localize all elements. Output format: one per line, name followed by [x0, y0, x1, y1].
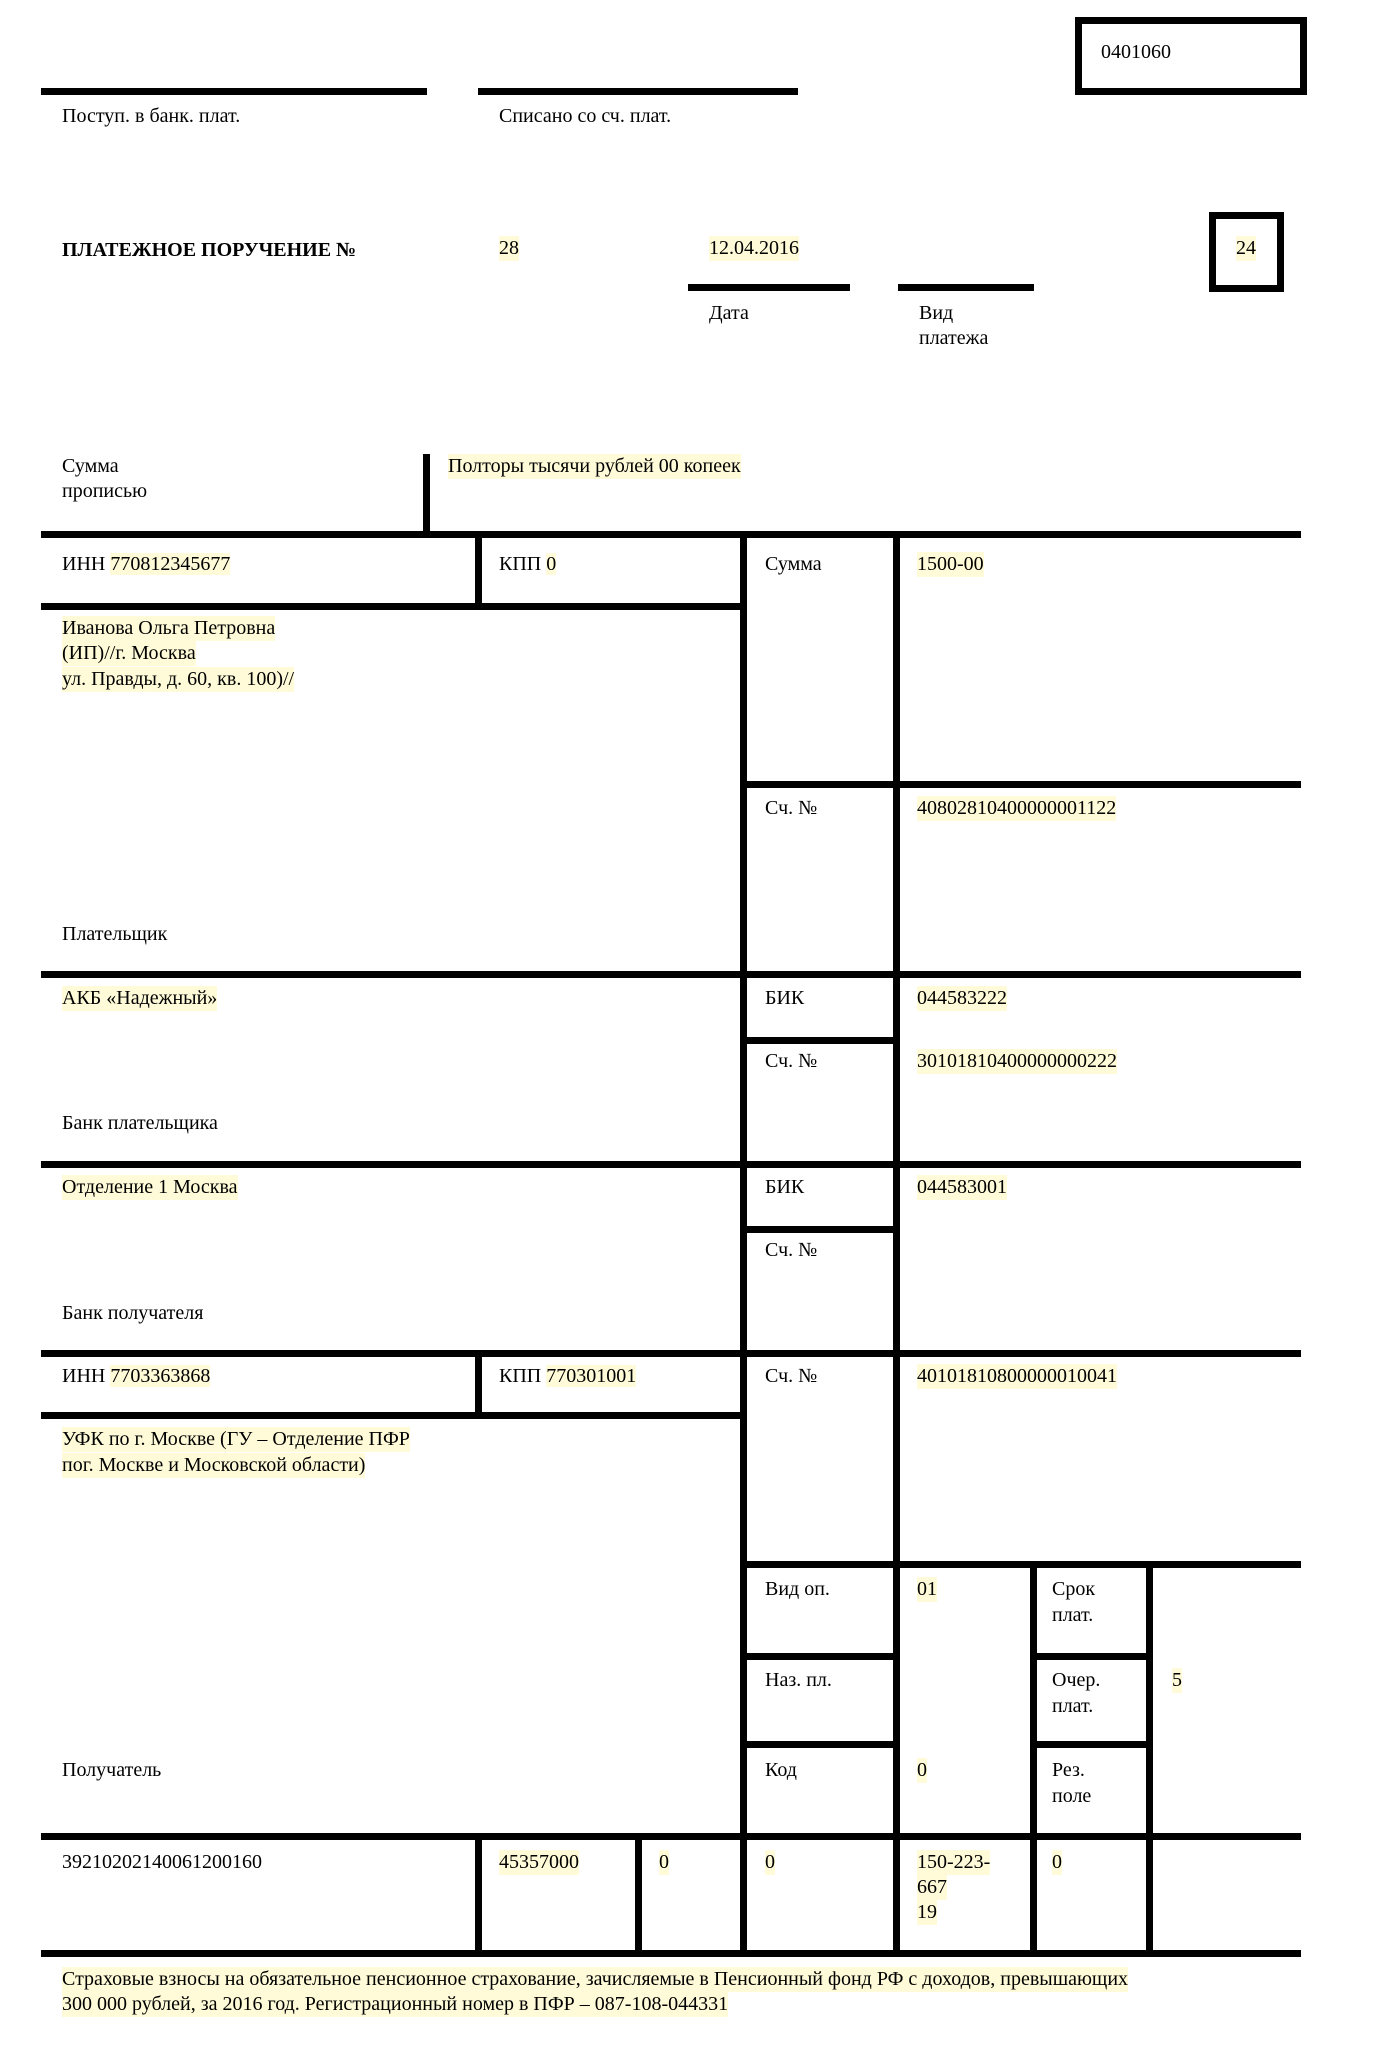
grid-line-payer-bik-bottom	[743, 1037, 900, 1044]
grid-line-optype-bottom-right	[1030, 1653, 1153, 1660]
term-label-2: плат.	[1052, 1604, 1094, 1626]
payer-label: Плательщик	[62, 923, 168, 945]
period-value[interactable]: 0	[765, 1851, 775, 1873]
payer-name-line-1[interactable]: Иванова Ольга Петровна	[62, 617, 276, 639]
kbk-value[interactable]: 39210202140061200160	[62, 1851, 262, 1873]
code-value[interactable]: 0	[917, 1759, 927, 1781]
document-title: ПЛАТЕЖНОЕ ПОРУЧЕНИЕ №	[62, 239, 357, 261]
recipient-inn-value[interactable]: 7703363868	[110, 1365, 211, 1387]
recipient-bank-bik-label: БИК	[765, 1176, 805, 1198]
grid-line-optype-bottom-left	[743, 1653, 900, 1660]
payer-bank-account-label: Сч. №	[765, 1050, 818, 1072]
document-number[interactable]: 28	[499, 237, 519, 259]
payment-type-line	[898, 284, 1034, 291]
grid-line-recipient-bik-bottom	[743, 1226, 900, 1233]
form-code: 0401060	[1101, 41, 1171, 63]
payer-inn-value[interactable]: 770812345677	[110, 553, 231, 575]
grid-vline-budget-3	[740, 1833, 747, 1950]
payer-bank-bik-value[interactable]: 044583222	[917, 987, 1007, 1009]
sum-value[interactable]: 1500-00	[917, 553, 984, 575]
payment-purpose-line-1[interactable]: Страховые взносы на обязательное пенсионное страхование, зачисляемые в Пенсионный фонд РФ с доходов, превышающих	[62, 1968, 1129, 1990]
payer-account-label: Сч. №	[765, 797, 818, 819]
queue-label-2: плат.	[1052, 1695, 1094, 1717]
grid-line-budget-top	[41, 1833, 1301, 1840]
op-type-label: Вид оп.	[765, 1578, 830, 1600]
reserve-label-2: поле	[1052, 1785, 1092, 1807]
payer-kpp-value[interactable]: 0	[546, 553, 557, 575]
debited-line	[478, 88, 798, 95]
date-label: Дата	[709, 302, 749, 324]
grid-line-inn-kpp-bottom	[41, 603, 743, 610]
grid-line-budget-bottom	[41, 1950, 1301, 1957]
grid-vline-budget-1	[475, 1833, 482, 1950]
oktmo-value[interactable]: 45357000	[499, 1851, 579, 1873]
recipient-label: Получатель	[62, 1759, 162, 1781]
basis-value[interactable]: 0	[659, 1851, 669, 1873]
grid-line-payer-bottom	[41, 971, 1301, 978]
payer-bank-name[interactable]: АКБ «Надежный»	[62, 987, 218, 1009]
grid-vline-optype-value	[893, 1561, 900, 1840]
payer-bank-label: Банк плательщика	[62, 1112, 218, 1134]
reserve-label-1: Рез.	[1052, 1759, 1085, 1781]
grid-line-recipient-account-bottom	[743, 1561, 1301, 1568]
grid-line-queue-bottom	[1030, 1741, 1153, 1748]
amount-words-value[interactable]: Полторы тысячи рублей 00 копеек	[448, 455, 741, 477]
received-label: Поступ. в банк. плат.	[62, 105, 241, 127]
payer-bank-bik-label: БИК	[765, 987, 805, 1009]
document-date[interactable]: 12.04.2016	[709, 237, 799, 259]
code-label: Код	[765, 1759, 797, 1781]
payer-inn-label: ИНН	[62, 553, 106, 575]
grid-line-row1-top	[41, 531, 1301, 538]
recipient-inn-label: ИНН	[62, 1365, 106, 1387]
doc-number-line-2[interactable]: 667	[917, 1876, 947, 1898]
recipient-kpp-value[interactable]: 770301001	[546, 1365, 637, 1387]
debited-label: Списано со сч. плат.	[499, 105, 672, 127]
grid-vline-budget-2	[635, 1833, 642, 1950]
recipient-name-line-2[interactable]: пог. Москве и Московской области)	[62, 1454, 366, 1476]
grid-line-recipient-inn-bottom	[41, 1412, 743, 1419]
queue-label-1: Очер.	[1052, 1669, 1101, 1691]
date-line	[688, 284, 850, 291]
recipient-name-line-1[interactable]: УФК по г. Москве (ГУ – Отделение ПФР	[62, 1428, 410, 1450]
recipient-bank-label: Банк получателя	[62, 1302, 204, 1324]
recipient-bank-name[interactable]: Отделение 1 Москва	[62, 1176, 238, 1198]
grid-line-purpose-bottom	[743, 1741, 900, 1748]
status-code[interactable]: 24	[1236, 237, 1256, 259]
doc-number-line-3[interactable]: 19	[917, 1901, 937, 1923]
recipient-kpp[interactable]	[499, 1364, 636, 1389]
grid-vline-budget-4	[893, 1833, 900, 1950]
grid-line-sum-bottom	[743, 781, 1301, 788]
grid-vline-term-right	[1146, 1561, 1153, 1840]
grid-vline-budget-5	[1030, 1833, 1037, 1950]
grid-vline-term-left	[1030, 1561, 1037, 1840]
recipient-kpp-label: КПП	[499, 1365, 542, 1387]
payer-kpp[interactable]	[499, 552, 556, 577]
grid-vline-center	[740, 531, 747, 1840]
recipient-account-value[interactable]: 40101810800000010041	[917, 1365, 1117, 1387]
amount-words-label-1: Сумма	[62, 455, 119, 477]
received-line	[41, 88, 427, 95]
grid-line-payer-bank-bottom	[41, 1161, 1301, 1168]
doc-number-line-1[interactable]: 150-223-	[917, 1851, 991, 1873]
term-label-1: Срок	[1052, 1578, 1096, 1600]
grid-vline-kpp-left	[475, 531, 482, 610]
recipient-bank-account-label: Сч. №	[765, 1239, 818, 1261]
op-type-value[interactable]: 01	[917, 1578, 937, 1600]
recipient-inn[interactable]	[62, 1364, 210, 1389]
grid-vline-budget-6	[1146, 1833, 1153, 1950]
grid-line-recipient-bank-bottom	[41, 1350, 1301, 1357]
recipient-bank-bik-value[interactable]: 044583001	[917, 1176, 1007, 1198]
queue-value[interactable]: 5	[1172, 1669, 1182, 1691]
grid-vline-recipient-kpp-left	[475, 1350, 482, 1419]
payment-type-label-1: Вид	[919, 302, 954, 324]
recipient-account-label: Сч. №	[765, 1365, 818, 1387]
sum-label: Сумма	[765, 553, 822, 575]
payment-purpose-line-2[interactable]: 300 000 рублей, за 2016 год. Регистрационный номер в ПФР – 087-108-044331	[62, 1993, 729, 2015]
doc-date-value[interactable]: 0	[1052, 1851, 1062, 1873]
payer-inn[interactable]	[62, 552, 230, 577]
payer-bank-account-value[interactable]: 30101810400000000222	[917, 1050, 1117, 1072]
amount-words-divider	[423, 454, 430, 537]
payer-kpp-label: КПП	[499, 553, 542, 575]
amount-words-label-2: прописью	[62, 480, 148, 502]
grid-vline-value	[893, 531, 900, 1566]
payer-account-value[interactable]: 40802810400000001122	[917, 797, 1117, 819]
payment-type-label-2: платежа	[919, 327, 989, 349]
payer-name-line-2[interactable]: (ИП)//г. Москва	[62, 642, 196, 664]
payer-name-line-3[interactable]: ул. Правды, д. 60, кв. 100)//	[62, 668, 295, 690]
purpose-code-label: Наз. пл.	[765, 1669, 832, 1691]
